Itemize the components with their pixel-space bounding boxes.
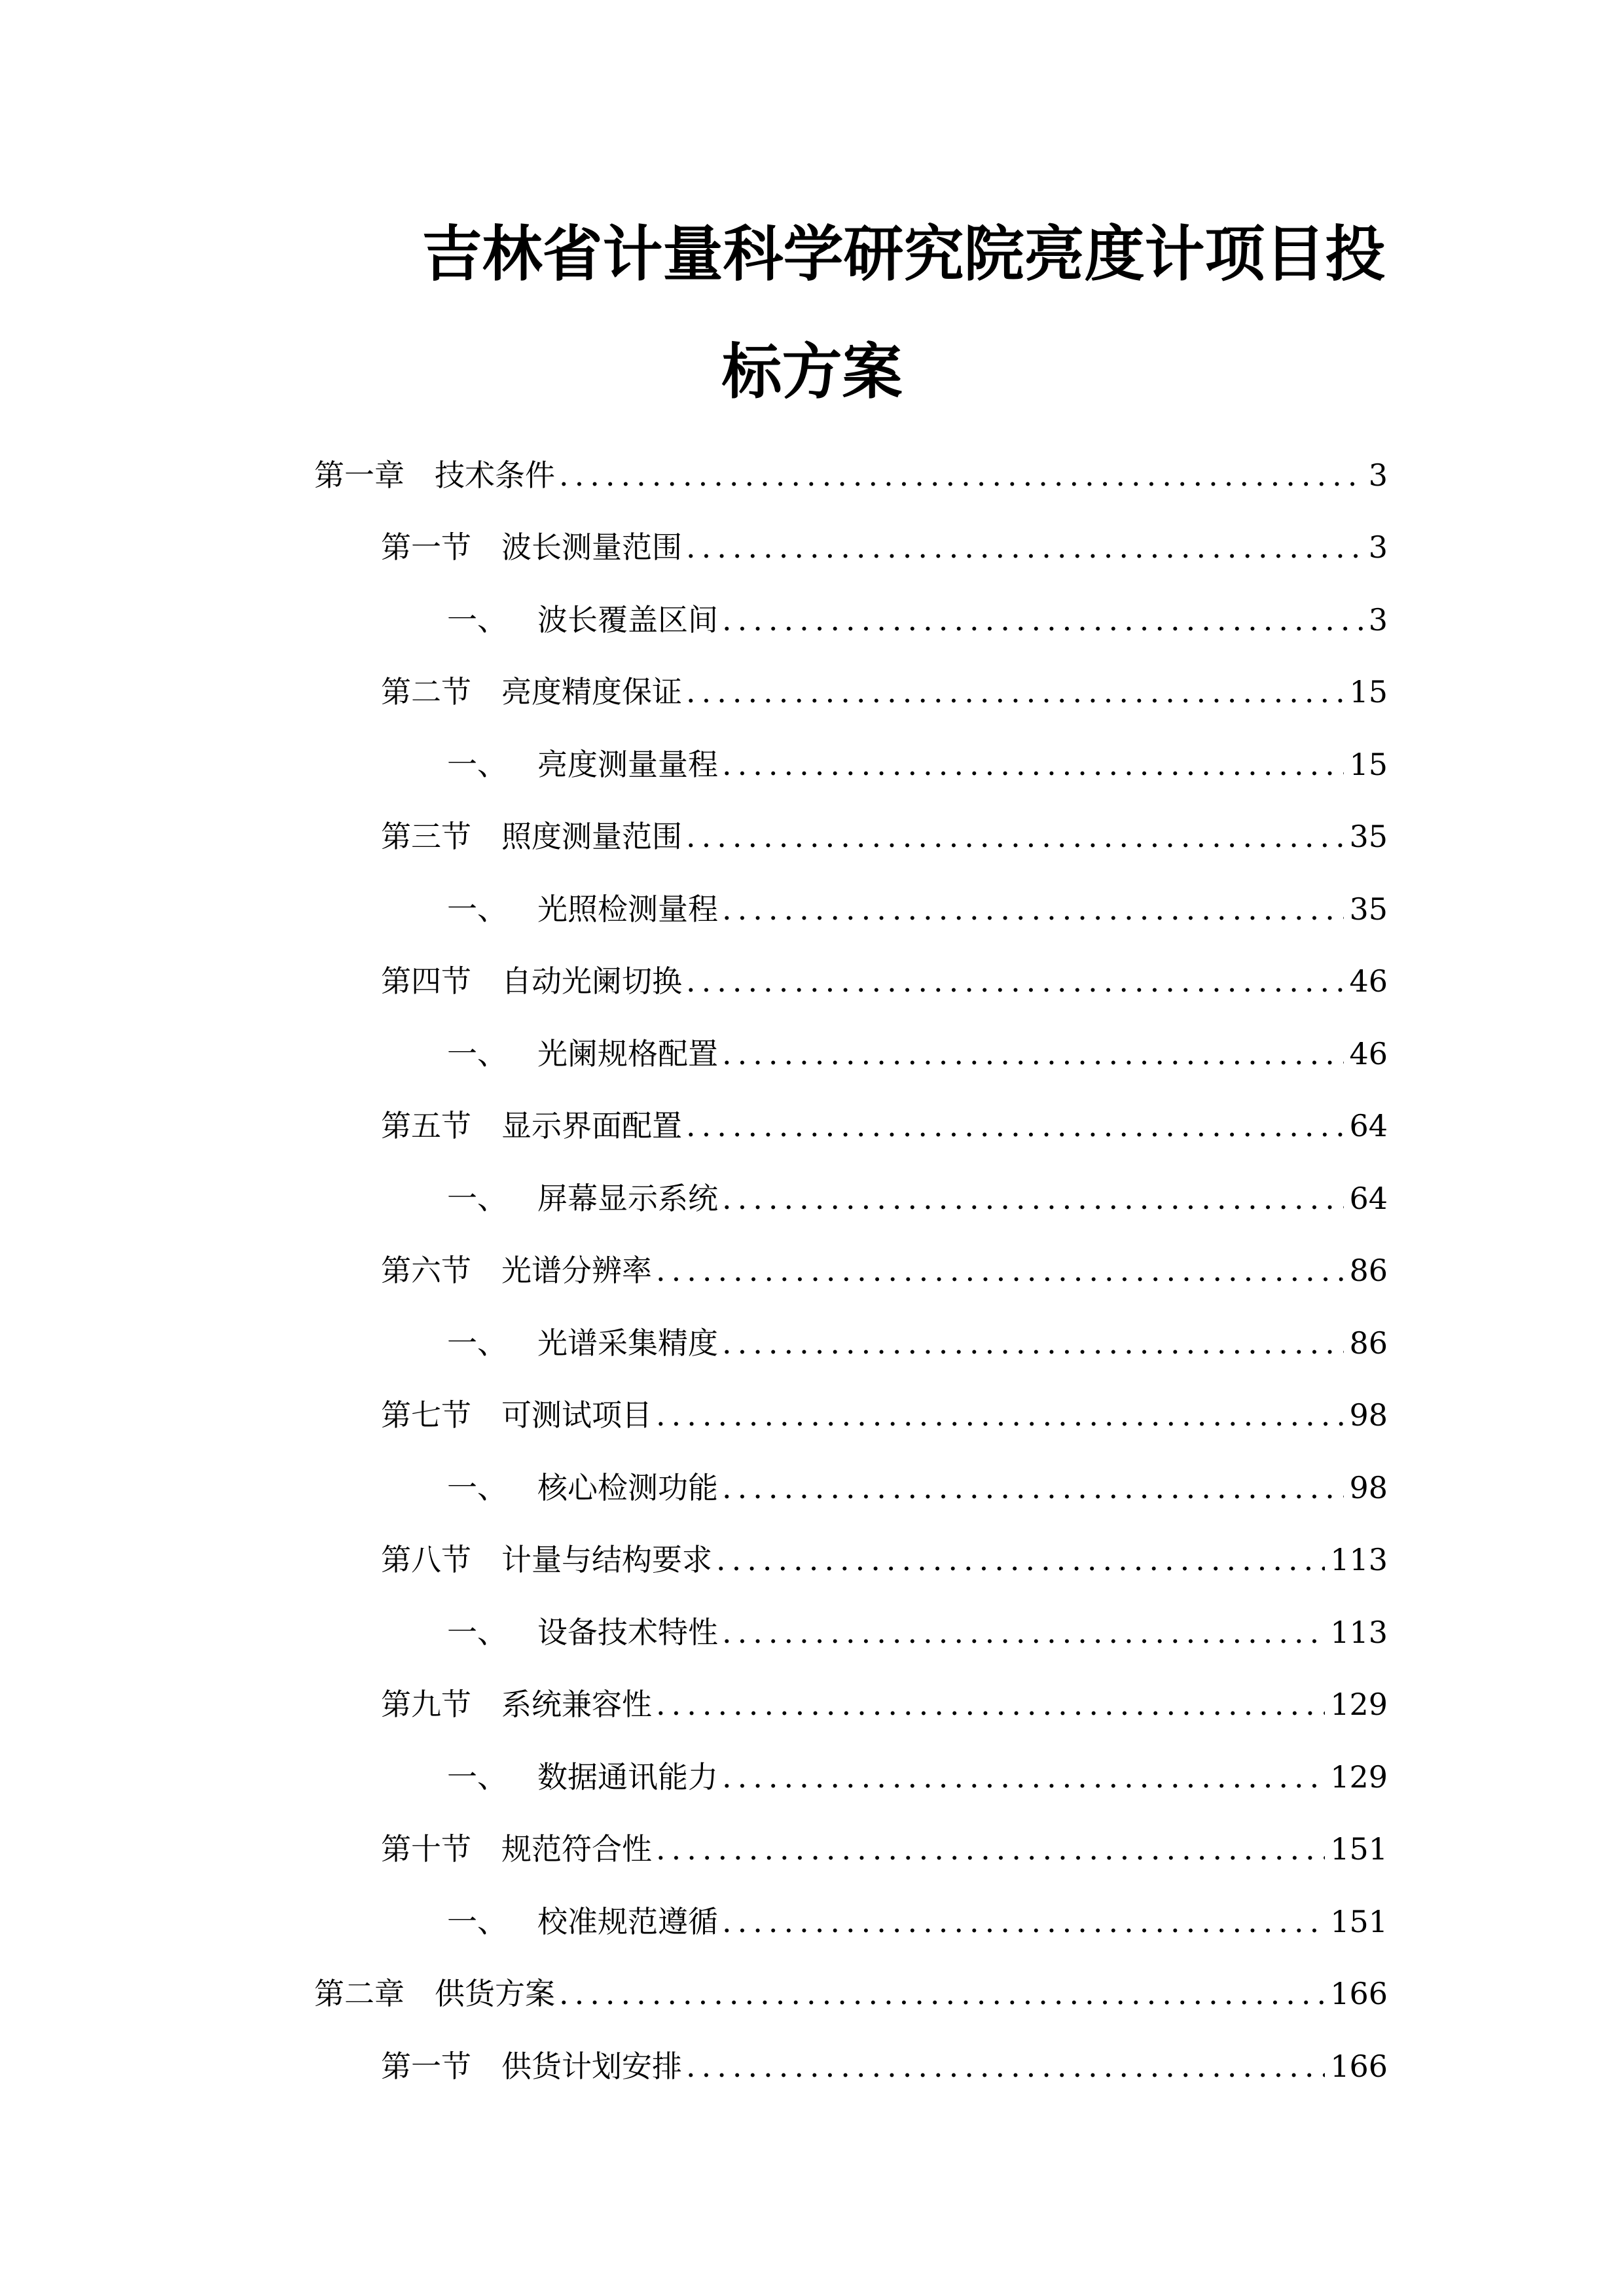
toc-number: 第一节 (381, 2049, 471, 2084)
toc-page-number: 64 (1349, 1108, 1388, 1143)
toc-label: 供货计划安排 (501, 2049, 682, 2084)
toc-page-number: 46 (1349, 963, 1388, 999)
toc-page-number: 166 (1330, 1976, 1388, 2011)
toc-page-number: 64 (1349, 1181, 1388, 1216)
toc-entry-subsection[interactable] (447, 1898, 1388, 1950)
document-title-line-1: 吉林省计量科学研究院亮度计项目投 (422, 219, 1386, 289)
toc-entry-section[interactable] (381, 668, 1388, 721)
toc-label: 设备技术特性 (537, 1615, 718, 1650)
toc-number: 一、 (447, 1470, 507, 1505)
toc-number: 第二节 (381, 674, 471, 709)
toc-leader-dots (722, 1470, 1344, 1505)
toc-number: 一、 (447, 1904, 507, 1939)
toc-entry-subsection[interactable] (447, 1175, 1388, 1227)
toc-number: 第五节 (381, 1108, 471, 1143)
toc-label: 计量与结构要求 (501, 1542, 712, 1577)
toc-leader-dots (559, 457, 1363, 493)
toc-leader-dots (559, 1976, 1325, 2011)
toc-label: 显示界面配置 (501, 1108, 682, 1143)
toc-label: 可测试项目 (501, 1397, 652, 1433)
toc-entry-subsection[interactable] (447, 596, 1388, 649)
toc-number: 第九节 (381, 1687, 471, 1722)
toc-entry-subsection[interactable] (447, 1753, 1388, 1806)
toc-leader-dots (722, 1904, 1325, 1939)
toc-label: 光照检测量程 (537, 891, 718, 927)
toc-leader-dots (722, 891, 1344, 927)
toc-entry-section[interactable] (381, 524, 1388, 576)
toc-page-number: 3 (1368, 529, 1388, 565)
toc-label: 波长覆盖区间 (537, 602, 718, 637)
toc-label: 亮度测量量程 (537, 747, 718, 782)
toc-label: 光谱采集精度 (537, 1325, 718, 1361)
toc-number: 一、 (447, 1615, 507, 1650)
toc-page-number: 151 (1330, 1831, 1388, 1867)
toc-entry-section[interactable] (381, 1825, 1388, 1878)
toc-number: 第六节 (381, 1253, 471, 1288)
toc-number: 第二章 (314, 1976, 405, 2011)
toc-page-number: 3 (1368, 457, 1388, 493)
toc-leader-dots (722, 1759, 1325, 1795)
toc-label: 校准规范遵循 (537, 1904, 718, 1939)
toc-page-number: 86 (1349, 1325, 1388, 1361)
toc-number: 一、 (447, 891, 507, 927)
toc-label: 系统兼容性 (501, 1687, 652, 1722)
toc-label: 供货方案 (435, 1976, 555, 2011)
toc-entry-section[interactable] (381, 958, 1388, 1010)
toc-number: 第一节 (381, 529, 471, 565)
toc-number: 第十节 (381, 1831, 471, 1867)
toc-leader-dots (656, 1397, 1344, 1433)
toc-leader-dots (656, 1687, 1325, 1722)
toc-leader-dots (722, 1036, 1344, 1071)
toc-label: 亮度精度保证 (501, 674, 682, 709)
toc-page-number: 129 (1330, 1759, 1388, 1795)
toc-entry-section[interactable] (381, 1536, 1388, 1588)
toc-entry-subsection[interactable] (447, 1030, 1388, 1083)
document-title-line-2: 标方案 (721, 337, 903, 407)
toc-label: 数据通讯能力 (537, 1759, 718, 1795)
toc-entry-subsection[interactable] (447, 741, 1388, 793)
toc-leader-dots (716, 1542, 1325, 1577)
toc-entry-subsection[interactable] (447, 1464, 1388, 1516)
toc-entry-subsection[interactable] (447, 886, 1388, 938)
toc-page-number: 98 (1349, 1397, 1388, 1433)
toc-label: 光阑规格配置 (537, 1036, 718, 1071)
toc-page-number: 15 (1349, 674, 1388, 709)
toc-leader-dots (656, 1831, 1325, 1867)
toc-entry-subsection[interactable] (447, 1609, 1388, 1661)
toc-entry-chapter[interactable] (314, 1970, 1388, 2022)
toc-label: 规范符合性 (501, 1831, 652, 1867)
toc-page-number: 113 (1330, 1615, 1388, 1650)
toc-number: 第七节 (381, 1397, 471, 1433)
toc-number: 一、 (447, 747, 507, 782)
toc-number: 一、 (447, 602, 507, 637)
toc-leader-dots (656, 1253, 1344, 1288)
toc-entry-section[interactable] (381, 2043, 1388, 2095)
toc-entry-chapter[interactable] (314, 452, 1388, 504)
toc-label: 照度测量范围 (501, 819, 682, 854)
toc-label: 波长测量范围 (501, 529, 682, 565)
toc-page-number: 3 (1368, 602, 1388, 637)
toc-label: 自动光阑切换 (501, 963, 682, 999)
toc-page-number: 129 (1330, 1687, 1388, 1722)
toc-number: 第四节 (381, 963, 471, 999)
toc-entry-section[interactable] (381, 813, 1388, 865)
toc-leader-dots (686, 819, 1344, 854)
toc-leader-dots (686, 1108, 1344, 1143)
toc-label: 屏幕显示系统 (537, 1181, 718, 1216)
toc-leader-dots (686, 963, 1344, 999)
toc-label: 核心检测功能 (537, 1470, 718, 1505)
toc-entry-section[interactable] (381, 1247, 1388, 1299)
toc-page-number: 15 (1349, 747, 1388, 782)
toc-entry-section[interactable] (381, 1102, 1388, 1155)
toc-entry-section[interactable] (381, 1391, 1388, 1444)
toc-page-number: 86 (1349, 1253, 1388, 1288)
toc-leader-dots (686, 529, 1363, 565)
toc-number: 一、 (447, 1759, 507, 1795)
toc-label: 技术条件 (435, 457, 555, 493)
toc-page-number: 46 (1349, 1036, 1388, 1071)
toc-leader-dots (722, 1615, 1325, 1650)
toc-number: 第八节 (381, 1542, 471, 1577)
toc-leader-dots (722, 1181, 1344, 1216)
toc-leader-dots (722, 602, 1363, 637)
toc-label: 光谱分辨率 (501, 1253, 652, 1288)
toc-page-number: 166 (1330, 2049, 1388, 2084)
toc-page-number: 113 (1330, 1542, 1388, 1577)
toc-number: 第一章 (314, 457, 405, 493)
toc-leader-dots (722, 747, 1344, 782)
toc-leader-dots (686, 2049, 1325, 2084)
toc-number: 第三节 (381, 819, 471, 854)
toc-page-number: 35 (1349, 891, 1388, 927)
toc-entry-subsection[interactable] (447, 1319, 1388, 1372)
toc-leader-dots (722, 1325, 1344, 1361)
toc-number: 一、 (447, 1325, 507, 1361)
toc-page-number: 35 (1349, 819, 1388, 854)
toc-entry-section[interactable] (381, 1681, 1388, 1733)
toc-page-number: 98 (1349, 1470, 1388, 1505)
toc-number: 一、 (447, 1181, 507, 1216)
toc-page-number: 151 (1330, 1904, 1388, 1939)
toc-leader-dots (686, 674, 1344, 709)
toc-number: 一、 (447, 1036, 507, 1071)
